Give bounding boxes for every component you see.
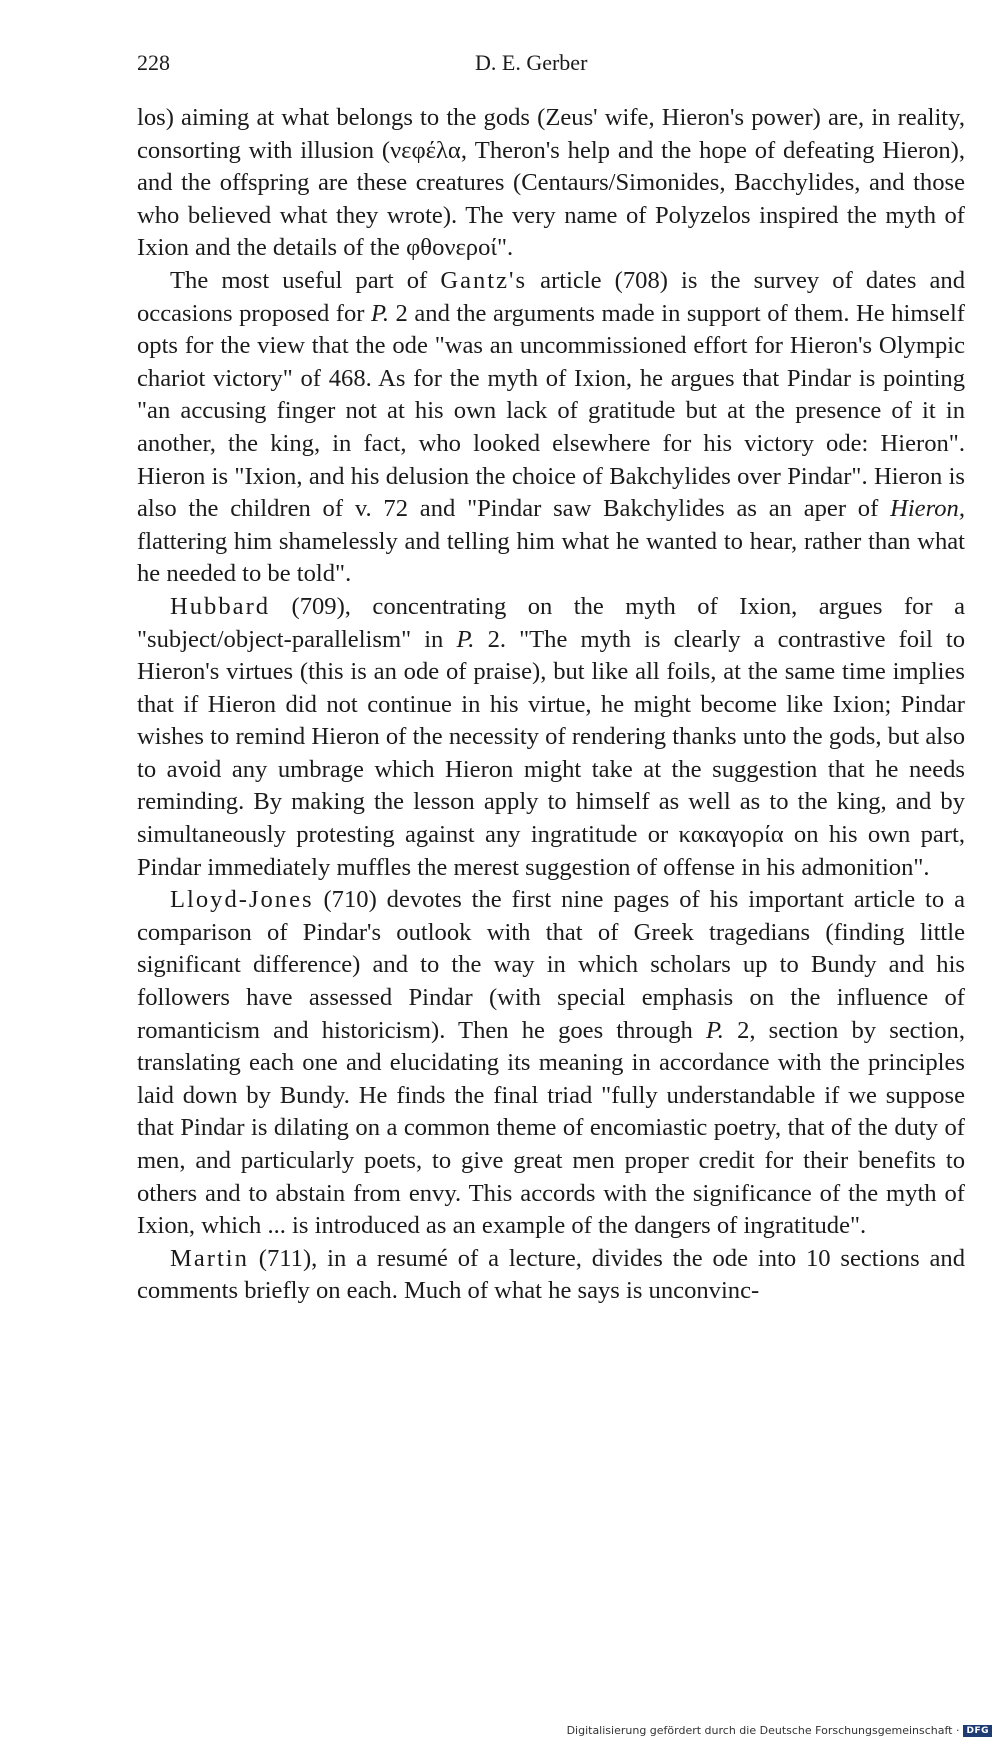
author-name: Lloyd-Jones [170,886,314,914]
paragraph [137,102,965,265]
italic-text: P. [456,625,475,653]
body-text [137,102,965,1308]
running-head: D. E. Gerber [475,50,588,75]
page-number: 228 [137,50,170,75]
text-run: 2. "The myth is clearly a contrastive foil to Hieron's virtues (this is an ode of praise), but like all foils, at the same time implies that if Hieron did not continue in his virtue, he might become like Ixion; Pindar wishes to remind Hieron of the necessity of rendering thanks unto the gods, but also to avoid any umbrage which Hieron might take at the suggestion that he needs reminding. By making the lesson apply to himself as well as to the king, and by simultaneously protesting against any ingratitude or κακαγορία on his own part, Pindar immediately muffles the merest suggestion of offense in his admonition". [137,625,965,881]
text-run: (711), in a resumé of a lecture, divides the ode into 10 sections and comments briefly on each. Much of what he says is unconvinc- [137,1244,965,1305]
author-name: Hubbard [170,592,271,620]
text-run: 2, section by section, translating each one and elucidating its meaning in accordance with the principles laid down by Bundy. He finds the final triad "fully understandable if we suppose that Pindar is dilating on a common theme of encomiastic poetry, that of the duty of men, and particularly poets, to give great men proper credit for their benefits to others and to abstain from envy. This accords with the significance of the myth of Ixion, which ... is introduced as an example of the dangers of ingratitude". [137,1016,966,1240]
page-header [137,50,965,84]
credit-text: Digitalisierung gefördert durch die Deutsche Forschungsgemeinschaft · [566,1724,960,1737]
text-run: (710) devotes the first nine pages of his important article to a comparison of Pindar's outlook with that of Greek tragedians (finding little significant difference) and to the way in which scholars up to Bundy and his followers have assessed Pindar (with special emphasis on the influence of romanticism and historicism). Then he goes through [137,886,965,1044]
text-run: los) aiming at what belongs to the gods (Zeus' wife, Hieron's power) are, in reality, consorting with illusion (νεφέλα, Theron's help and the hope of defeating Hieron), and the offspring are these creatures (Centaurs/Simonides, Bacchylides, and those who believed what they wrote). The very name of Polyzelos inspired the myth of Ixion and the details of the φθονεροί". [137,104,965,262]
italic-text: P. [705,1016,724,1044]
text-run: 2 and the arguments made in support of them. He himself opts for the view that the ode "was an uncommissioned effort for Hieron's Olympic chariot victory" of 468. As for the myth of Ixion, he argues that Pindar is pointing "an accusing finger not at his own lack of gratitude but at the presence of it in another, the king, in fact, who looked elsewhere for his victory ode: Hieron". Hieron is "Ixion, and his delusion the choice of Bakchylides over Pindar". Hieron is also the children of v. 72 and "Pindar saw Bakchylides as an aper of [137,299,965,523]
text-run: The most useful part of [170,266,441,294]
paragraph [137,265,965,591]
paragraph [137,884,965,1243]
paragraph [137,1243,965,1308]
italic-text: P. [371,299,390,327]
text-run: article (708) is the survey of dates and occasions proposed for [137,266,965,327]
text-run: flattering him shamelessly and telling him what he wanted to hear, rather than what he needed to be told". [137,527,965,588]
dfg-logo: DFG [963,1725,992,1737]
text-run: (709), concentrating on the myth of Ixion, argues for a "subject/object-parallelism" in [137,592,965,653]
italic-text: Hieron, [890,495,965,523]
digitization-credit [567,1724,992,1737]
paragraph [137,591,965,884]
author-name: Martin [170,1244,249,1272]
author-name: Gantz's [440,266,528,294]
